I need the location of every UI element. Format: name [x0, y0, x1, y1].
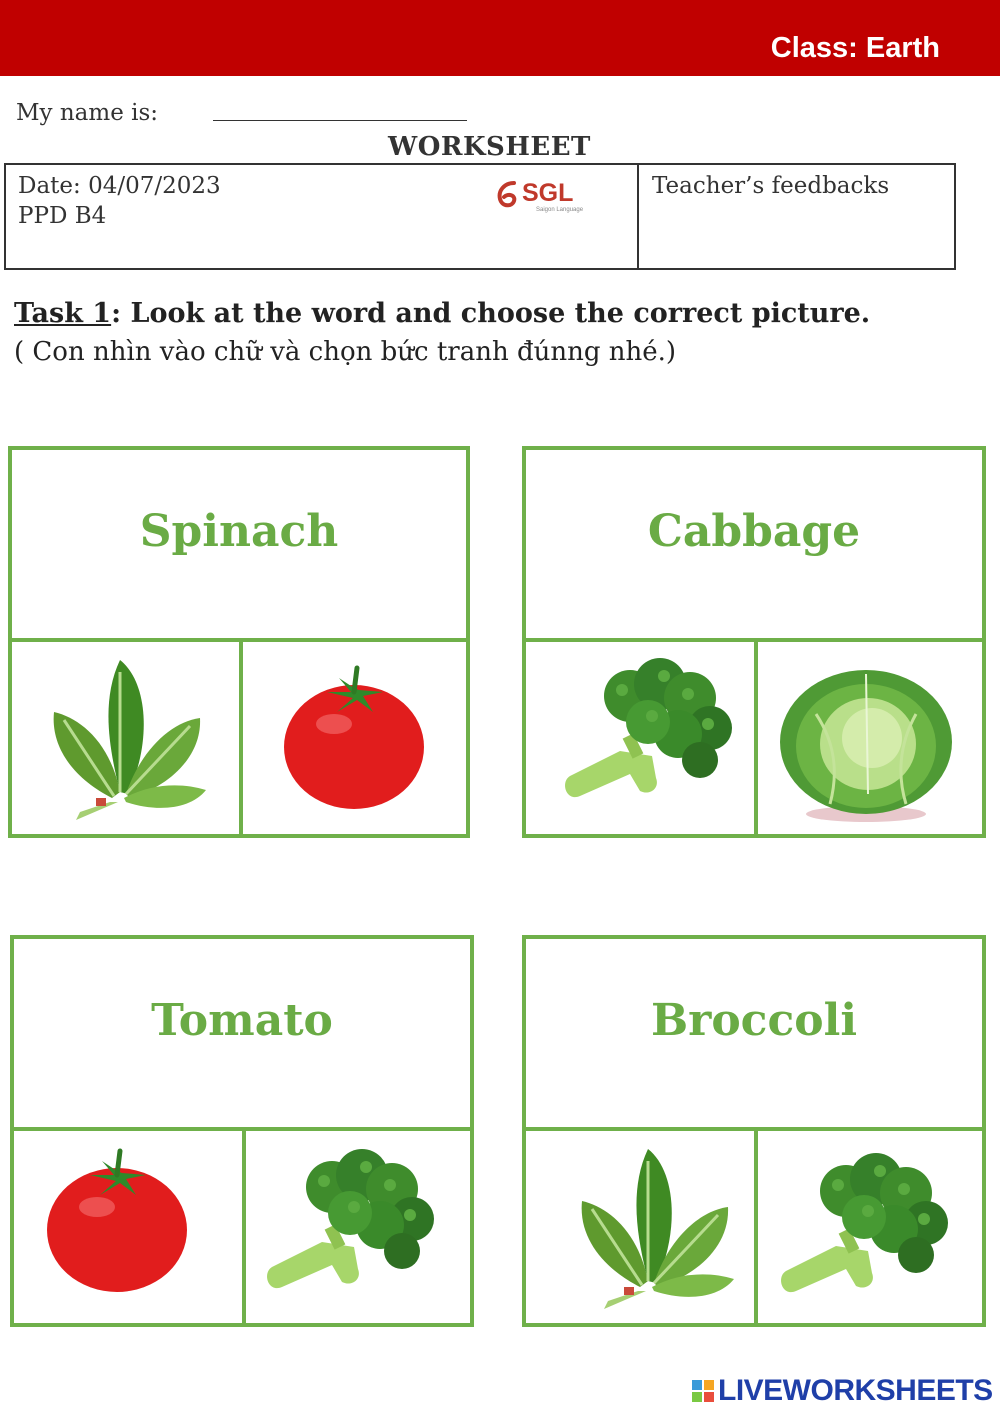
name-input-line[interactable]: [213, 120, 467, 121]
task-label: Task 1: [14, 298, 112, 329]
broccoli-icon: [560, 656, 740, 806]
choice-option[interactable]: [754, 642, 982, 834]
card-word: Broccoli: [650, 995, 858, 1046]
tomato-icon: [279, 662, 429, 812]
card-tomato: [10, 935, 474, 1327]
choice-option[interactable]: [526, 642, 758, 834]
task-instruction: : Look at the word and choose the correct picture.: [111, 298, 871, 329]
table-divider: [637, 165, 639, 268]
choice-option[interactable]: [239, 642, 466, 834]
card-word: Tomato: [151, 995, 333, 1046]
class-code: PPD B4: [18, 203, 107, 229]
task-title: [14, 298, 870, 329]
spinach-icon: [568, 1141, 738, 1311]
word-box: [526, 450, 982, 642]
card-cabbage: [522, 446, 986, 838]
feedback-label: Teacher’s feedbacks: [652, 173, 890, 199]
brand-text: LIVEWORKSHEETS: [718, 1374, 993, 1407]
name-label: My name is:: [16, 100, 159, 126]
word-box: [12, 450, 466, 642]
worksheet-title: WORKSHEET: [388, 132, 591, 162]
card-broccoli: [522, 935, 986, 1327]
broccoli-icon: [776, 1151, 956, 1301]
choice-option[interactable]: [526, 1131, 758, 1323]
word-box: [14, 939, 470, 1131]
word-box: [526, 939, 982, 1131]
cabbage-icon: [776, 654, 956, 824]
card-word: Cabbage: [647, 506, 861, 557]
date-text: Date: 04/07/2023: [18, 173, 221, 199]
sgl-logo: [494, 179, 604, 219]
card-spinach: [8, 446, 470, 838]
header-bar: [0, 0, 1000, 76]
logo-text: SGL: [522, 179, 574, 207]
choice-option[interactable]: [14, 1131, 246, 1323]
liveworksheets-logo-icon: [692, 1380, 714, 1402]
class-label: Class: Earth: [770, 32, 940, 64]
task-instruction-vi: ( Con nhìn vào chữ và chọn bức tranh đúnng nhé.): [14, 337, 677, 367]
broccoli-icon: [262, 1147, 442, 1297]
info-table: [4, 163, 956, 270]
logo-subtext: Saigon Language: [536, 207, 584, 213]
tomato-icon: [42, 1145, 192, 1295]
card-word: Spinach: [139, 506, 339, 557]
choice-option[interactable]: [754, 1131, 982, 1323]
choice-option[interactable]: [242, 1131, 470, 1323]
choice-option[interactable]: [12, 642, 243, 834]
spinach-icon: [40, 652, 210, 822]
